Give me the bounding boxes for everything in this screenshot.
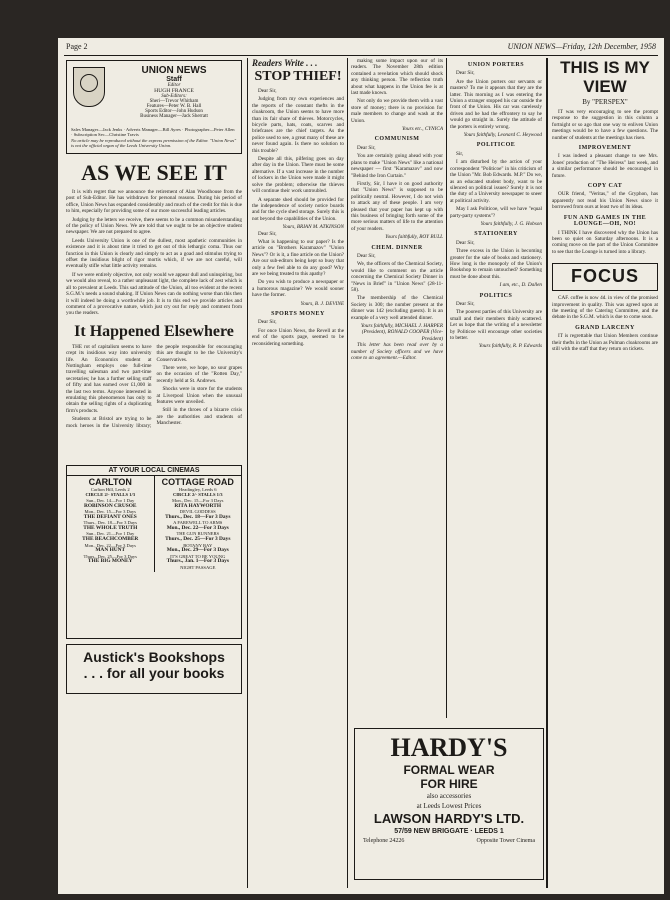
letter-paragraph: Dear Sir,	[456, 239, 475, 246]
editorial-title: AS WE SEE IT	[81, 160, 227, 185]
letter-paragraph: I am disturbed by the action of your correspondent "Politicoe" in his criticism of the Union "Mr. Bob Edwards. M.P." Do we, as an educated student body, want to be silenced on political issues? Surely it is not the duty of a University newspaper to sneer at political activity.	[450, 159, 542, 204]
elsewhere-paragraph: Students at Bristol are trying to be mock heroes in the University library; the people responsible for encouraging this are thought to be the University's Conservatives.	[66, 343, 242, 429]
view-body	[552, 109, 658, 255]
header-rule	[64, 55, 658, 56]
sub-editors-label: Sub-Editors:	[161, 94, 187, 99]
letter-paragraph: Are the Union porters our servants or masters? To me it appears that they are the latter. This morning as I was entering the Union a stranger stopped his car outside the front of the Union. His car was carelessly driven and he had the effrontery to say he would go straight in. Surely the attitude of the porters is entirely wrong.	[450, 78, 542, 130]
show-dates: IT'S GREAT TO BE YOUNG	[170, 553, 226, 559]
sports-editor: Sports Editor—John Hudson	[145, 109, 203, 114]
column-right	[552, 58, 658, 888]
show-dates: BOTANY BAY	[183, 542, 213, 548]
letter-paragraph: May I ask Politicoe, will we have "equal party-party systems"?	[450, 206, 542, 219]
film-title: MAN HUNT	[95, 547, 126, 554]
hardys-firm: LAWSON HARDY'S LTD.	[373, 811, 525, 826]
carlton-address: Carlton Hill, Leeds 2	[90, 486, 130, 492]
middle-letters	[351, 58, 443, 361]
show-dates: Mon., Dec. 15—For 3 Days	[172, 497, 224, 503]
carlton-listing	[67, 476, 154, 572]
view-paragraph: I was indeed a pleasant change to see Mrs. Jones' production of "The Heiress" last week, and a similar performance should be encouraged in future.	[552, 153, 658, 179]
sales-manager: Sales Manager—Jack Jenks	[71, 127, 123, 132]
letter-paragraph: Do you wish to produce a newspaper or a humorous magazine? We would sooner have the former.	[252, 279, 344, 299]
hardys-contact	[355, 837, 543, 846]
sub-editors: Sheri—Trevor Whitham	[149, 99, 199, 104]
elsewhere-paragraph: There were, we hope, no sour grapes on the occasion of the "Rotten Day," recently held at St. Andrews.	[156, 364, 242, 384]
masthead-title: UNION NEWS	[141, 65, 207, 76]
column-left	[66, 58, 242, 888]
editorial-paragraph: It is with regret that we announce the retirement of Alan Woodhouse from the post of Sub-Editor. He has withdrawn for personal reasons. During his period of office, Union News has expanded considerably and much of the credit for this is due to him, especially for providing some of our more successful leading articles.	[66, 189, 242, 215]
carlton-name: CARLTON	[88, 476, 132, 487]
column-divider	[446, 58, 447, 718]
cinema-banner: AT YOUR LOCAL CINEMAS	[67, 466, 241, 476]
cinema-advert	[66, 465, 242, 639]
porters-letters	[450, 62, 542, 350]
view-title-line1: THIS IS MY	[560, 58, 650, 77]
photographer: Photographer—Peter Allen	[184, 127, 235, 132]
elsewhere-paragraph: THE rot of capitalism seems to have crept its insidious way into university life. An Economics student at Nottingham employs one full-time travelling salesman and two part-time secretaries; he has a further selling staff of fifty and has earned over £1,000 in the last two terms. Anyone interested in emulating this phenomenon has only to obtain the selling rights of a duplicating firm's products.	[66, 343, 152, 414]
letter-paragraph: Sir,	[456, 150, 464, 157]
hardys-name: HARDY'S	[390, 733, 508, 762]
letter-paragraph: Dear Sir,	[456, 70, 475, 77]
cottage-road-listing	[154, 476, 241, 572]
letter-paragraph: Not only do we provide them with a vast store of money; there is no provision for male members to change and wash at the Union.	[351, 98, 443, 124]
letter-paragraph: making some impact upon our of its readers. The November 28th edition contained a revelation which should shock any thinking person. The reflection truth about what happens in the Union fee is at last made known.	[351, 58, 443, 97]
hardys-phone: Telephone 24226	[363, 838, 405, 844]
cottage-road-address: Headingley, Leeds 6	[178, 486, 217, 492]
film-title: THE WHOLE TRUTH	[83, 524, 138, 531]
view-paragraph: IT was very encouraging to see the prompt response to the suggestion in this column a fortnight or so ago that one way to enliven Union meetings would be to have a few questions. The number of students at the meetings has risen.	[552, 109, 658, 141]
film-title: Thurs., Dec. 18—For 3 Days	[165, 513, 231, 520]
austick-advert	[66, 644, 242, 694]
column-divider	[247, 58, 248, 888]
elsewhere-body	[66, 344, 242, 460]
letter-paragraph: Despite all this, pilfering goes on day after day in the Union. There must be some alternative. If a vast increase in the number of lockers in the Union were made it might solve the problem; otherwise the thieves will continue their work untroubled.	[252, 156, 344, 195]
column-readers	[252, 58, 344, 888]
column-middle	[351, 58, 443, 718]
film-title: Mon., Dec. 29—For 3 Days	[166, 547, 229, 554]
show-dates: A FAREWELL TO ARMS	[173, 520, 223, 526]
show-dates: Mon., Dec. 22—For 3 Days	[84, 542, 136, 548]
austick-line2: . . . for all your books	[83, 664, 225, 681]
letter-paragraph: Dear Sir,	[258, 319, 277, 326]
editorial-body	[66, 189, 242, 317]
hardys-prices: at Leeds Lowest Prices	[416, 802, 482, 810]
politicoe-heading: POLITICOE	[476, 142, 516, 149]
readers-kicker: Readers Write . . .	[252, 58, 318, 68]
hardys-location: Opposite Tower Cinema	[476, 838, 535, 844]
chem-dinner-heading: CHEM. DINNER	[371, 244, 423, 251]
hardys-for-hire: FOR HIRE	[420, 777, 478, 791]
hardys-address: 57/59 NEW BRIGGATE · LEEDS 1	[394, 828, 504, 835]
letter-signature: Yours faithfully, Leonard C. Heywood	[463, 132, 542, 139]
letter-signature: Yours faithfully, MICHAEL J. HARPER (President), RONALD COOPER (Vice-President)	[360, 323, 443, 342]
page-header	[66, 40, 656, 54]
film-title: Thurs., Jan. 1—For 3 Days	[166, 558, 229, 565]
adverts-manager: Adverts Manager—Bill Ayres	[125, 127, 181, 132]
features-editor: Features—Peter W. B. Hall	[146, 104, 202, 109]
letter-paragraph: For once Union News, the Revell at the end of the sports page, seemed to be reconsidering something.	[252, 327, 344, 347]
show-dates: Mon., Dec. 15—For 3 Days	[84, 509, 136, 515]
masthead-box	[66, 60, 242, 154]
cottage-road-prices: CIRCLE 2/- STALLS 1/3	[172, 492, 223, 498]
editorial-paragraph: Judging by the letters we receive, there seems to be a common misunderstanding of the policy of Union News. We are told that we ought to be an objective student newspaper. We are not prepared to agree.	[66, 216, 242, 236]
column-divider	[546, 58, 548, 888]
staff-block	[111, 65, 237, 119]
focus-paragraph: CAF. coffee is now 4d. in view of the promised improvement in quality. This was agreed upon at the meeting of the Catering Committee, and the debate in the S.G.M. which is due to come soon.	[552, 295, 658, 321]
focus-paragraph: IT is regrettable that Union Members continue their thefts in the Union as Pulman cloakrooms are still with the staff that they return on tickets.	[552, 333, 658, 352]
letter-signature: Yours, B. J. DEVINE	[300, 300, 344, 307]
letter-paragraph: Dear Sir,	[258, 230, 277, 237]
letter-signature: Yours etc., CYNICA	[401, 126, 443, 133]
letter-paragraph: Dear Sir,	[456, 301, 475, 307]
letter-paragraph: A separate shed should be provided for the independence of society notice boards and for the cycle shed storage. Surely this is not beyond the capabilities of the Union.	[252, 196, 344, 222]
subscription-secretary: Subscription Sec—Christine Travis	[73, 132, 139, 138]
letter-paragraph: The membership of the Chemical Society is 300; the number present at the dinner was 142 (excluding guests). It is an example of a very well attended dinner.	[351, 295, 443, 321]
page-number: Page 2	[66, 42, 88, 51]
show-dates: NIGHT PASSAGE	[180, 565, 216, 571]
show-dates: DEVIL GODDESS	[179, 509, 216, 515]
cottage-road-name: COTTAGE ROAD	[161, 476, 234, 487]
letter-paragraph: The poorest parties of this University are small and their members thinly scattered. Let us hope that the writing of a newsletter by Politicoe will encourage other societies to better.	[450, 309, 542, 342]
sports-money-heading: SPORTS MONEY	[271, 311, 325, 317]
fun-and-games-heading: FUN AND GAMES IN THE LOUNGE—OH, NO!	[563, 214, 647, 228]
running-head: UNION NEWS—Friday, 12th December, 1958	[507, 42, 656, 51]
hardys-formal-wear: FORMAL WEAR	[403, 763, 495, 777]
editor-label: Editor	[167, 83, 181, 88]
view-paragraph: I THINK I have discovered why the Union has been so quiet on Saturday afternoons. It is a coming move on the part of the Union Committee to see that the Lounge is turned into a library.	[552, 229, 658, 255]
letter-signature: Yours faithfully, R. P. Edwards	[478, 343, 542, 350]
view-paragraph: OUR friend, "Veritas," of the Gryphon, has apparently not read his Union News since it borrowed from ours at least two of its ideas.	[552, 191, 658, 211]
letter-paragraph: Dear Sir,	[357, 252, 376, 259]
letter-paragraph: You are certainly going ahead with your plans to make "Union News" like a national newspaper — first "Karamazov" and now "Behind the Iron Curtain."	[351, 153, 443, 179]
carlton-prices: CIRCLE 2/- STALLS 1/3	[85, 492, 136, 498]
letter-paragraph: Dear Sir,	[357, 144, 376, 151]
letter-paragraph: Dear Sir,	[258, 88, 277, 94]
staff-footer: Sales Manager—Jack Jenks · Adverts Manager—Bill Ayres · Photographer—Peter Allen · Subscription Sec—Christine Travis No article may be reproduced without the express permission of the Editor. "Union News" is not the official organ of the Leeds University Union.	[71, 127, 237, 149]
staff-heading: Staff	[166, 76, 182, 83]
focus-banner	[552, 263, 658, 291]
show-dates: Sun., Dec. 14—For 1 Day	[86, 497, 135, 503]
cinema-table	[67, 476, 241, 572]
film-title: RITA HAYWORTH	[174, 502, 222, 509]
letter-signature: I am, etc., D. Dallen	[499, 282, 542, 289]
elsewhere-paragraph: Still in the throes of a bizarre crisis are the authorities and students of Manchester.	[156, 407, 242, 427]
film-title: THE BIG MONEY	[87, 558, 133, 565]
newspaper-page	[58, 38, 664, 894]
reproduction-note: No article may be reproduced without the express permission of the Editor. "Union News" is not the official organ of the Leeds University Union.	[71, 137, 237, 149]
film-title: Mon., Dec. 22—For 3 Days	[166, 524, 229, 531]
grand-larceny-heading: GRAND LARCENY	[575, 324, 635, 331]
editorial-paragraph: Leeds University Union is one of the dullest, most apathetic communities in existence and it is about time it tried to get out of this lethargic coma. Thus our function in this Union is clearly and simply to act as a goad and stimulus trying to offset the insidious blight of rigor mortis which, if we are not careful, will eventually stifle what little activity remains.	[66, 237, 242, 270]
carlton-programme	[68, 498, 153, 565]
letter-paragraph: Three excess in the Union is becoming greater for the sale of books and stationery. How long is the monopoly of the Union's Bookshop to remain untouched? Something must be done about this.	[450, 248, 542, 280]
politics-heading: POLITICS	[479, 292, 513, 299]
focus-body	[552, 295, 658, 352]
hardys-advert	[354, 728, 544, 880]
stop-thief-letter	[252, 88, 344, 347]
hardys-accessories: also accessories	[426, 792, 472, 800]
film-title: ROBINSON CRUSOE	[83, 502, 137, 509]
elsewhere-paragraph: Shocks were in store for the students at Liverpool Union when the unusual features were unveiled.	[156, 386, 242, 405]
union-porters-heading: UNION PORTERS	[467, 62, 525, 68]
letter-paragraph: Firstly, Sir, I have it on good authority that "Union News" is supposed to be politically neutral. However, I do not wish to attack any of these people. I am very pleased that your paper has kept up with this business of bringing forth some of the more serious matters of life to the attention of your readers.	[351, 180, 443, 232]
show-dates: Sun., Dec. 21—For 1 Day	[86, 531, 135, 537]
letter-signature: Yours, BRIAN M. ATKINSON	[282, 224, 344, 231]
view-title-line2: VIEW	[583, 77, 627, 96]
editor-name: HUGH FRANCE	[154, 88, 194, 94]
letter-signature: Yours faithfully, ROY BULL	[385, 234, 443, 241]
column-porters	[450, 58, 542, 718]
letter-paragraph: What is happening to our paper? Is the article on "Brothers Karamazov" "Union News"? Or is it, a fine article on the Union? Are our sub-editors being kept so busy that only a few feel able to do any good? Why are we being treated to this apathy?	[252, 238, 344, 277]
elsewhere-title: It Happened Elsewhere	[74, 322, 234, 340]
show-dates: Thurs., Dec. 25—For 3 Days	[83, 553, 137, 559]
editor-note: This letter has been read over by a number of Society officers and we have come to an agreement.—Editor.	[351, 342, 443, 362]
film-title: Thurs., Dec. 25—For 3 Days	[165, 536, 231, 543]
show-dates: Thurs., Dec. 18—For 3 Days	[83, 520, 137, 526]
show-dates: THE GUN RUNNERS	[176, 531, 220, 537]
improvement-heading: IMPROVEMENT	[578, 145, 632, 152]
austick-line1: Austick's Bookshops	[83, 648, 225, 665]
stationery-heading: STATIONERY	[474, 231, 518, 238]
stop-thief-title: STOP THIEF!	[254, 69, 342, 84]
column-divider	[347, 58, 348, 888]
letter-paragraph: We, the officers of the Chemical Society, would like to comment on the article concerning the Chemical Society Dinner in "News in Brief" in "Union News" (28-11-58).	[351, 261, 443, 293]
letter-paragraph: Judging from my own experiences and the reports of the constant thefts in the cloakroom, the Union seems to have more than its fair share of thieves. Motorcycles, bicycle parts, hats, coats, scarves and briefcases are the chief targets. As the police used to see, a great many of these are never found again. Is there no solution to this trouble?	[252, 96, 344, 154]
business-manager: Business Manager—Jack Sherratt	[140, 114, 208, 119]
editorial-paragraph: If we were entirely objective, not only would we appear dull and uninspiring, but we would also reveal, to a rather unpleasant light, the complete lack of zest which is all to prevalent at Leeds. This sad attitude of the Union, all too evident at the recent S.G.M.'s needs a sound shaking. If Union News can do nothing worse than this then it will indeed be doing a worthwhile job. It is to this end we provide articles and comment of a provocative nature, which just cry out for reply and comment from you the readers.	[66, 271, 242, 317]
copy-cat-heading: COPY CAT	[587, 183, 623, 190]
focus-title: FOCUS	[571, 266, 639, 287]
film-title: THE DEFIANT ONES	[83, 513, 137, 520]
university-crest-icon	[73, 67, 105, 107]
cottage-road-programme	[156, 498, 241, 571]
communism-heading: COMMUNISM	[374, 136, 420, 143]
film-title: THE BEACHCOMBER	[82, 536, 139, 543]
view-byline: By "PERSPEX"	[582, 98, 628, 106]
letter-signature: Yours faithfully, J. G. Hobson	[480, 220, 542, 227]
